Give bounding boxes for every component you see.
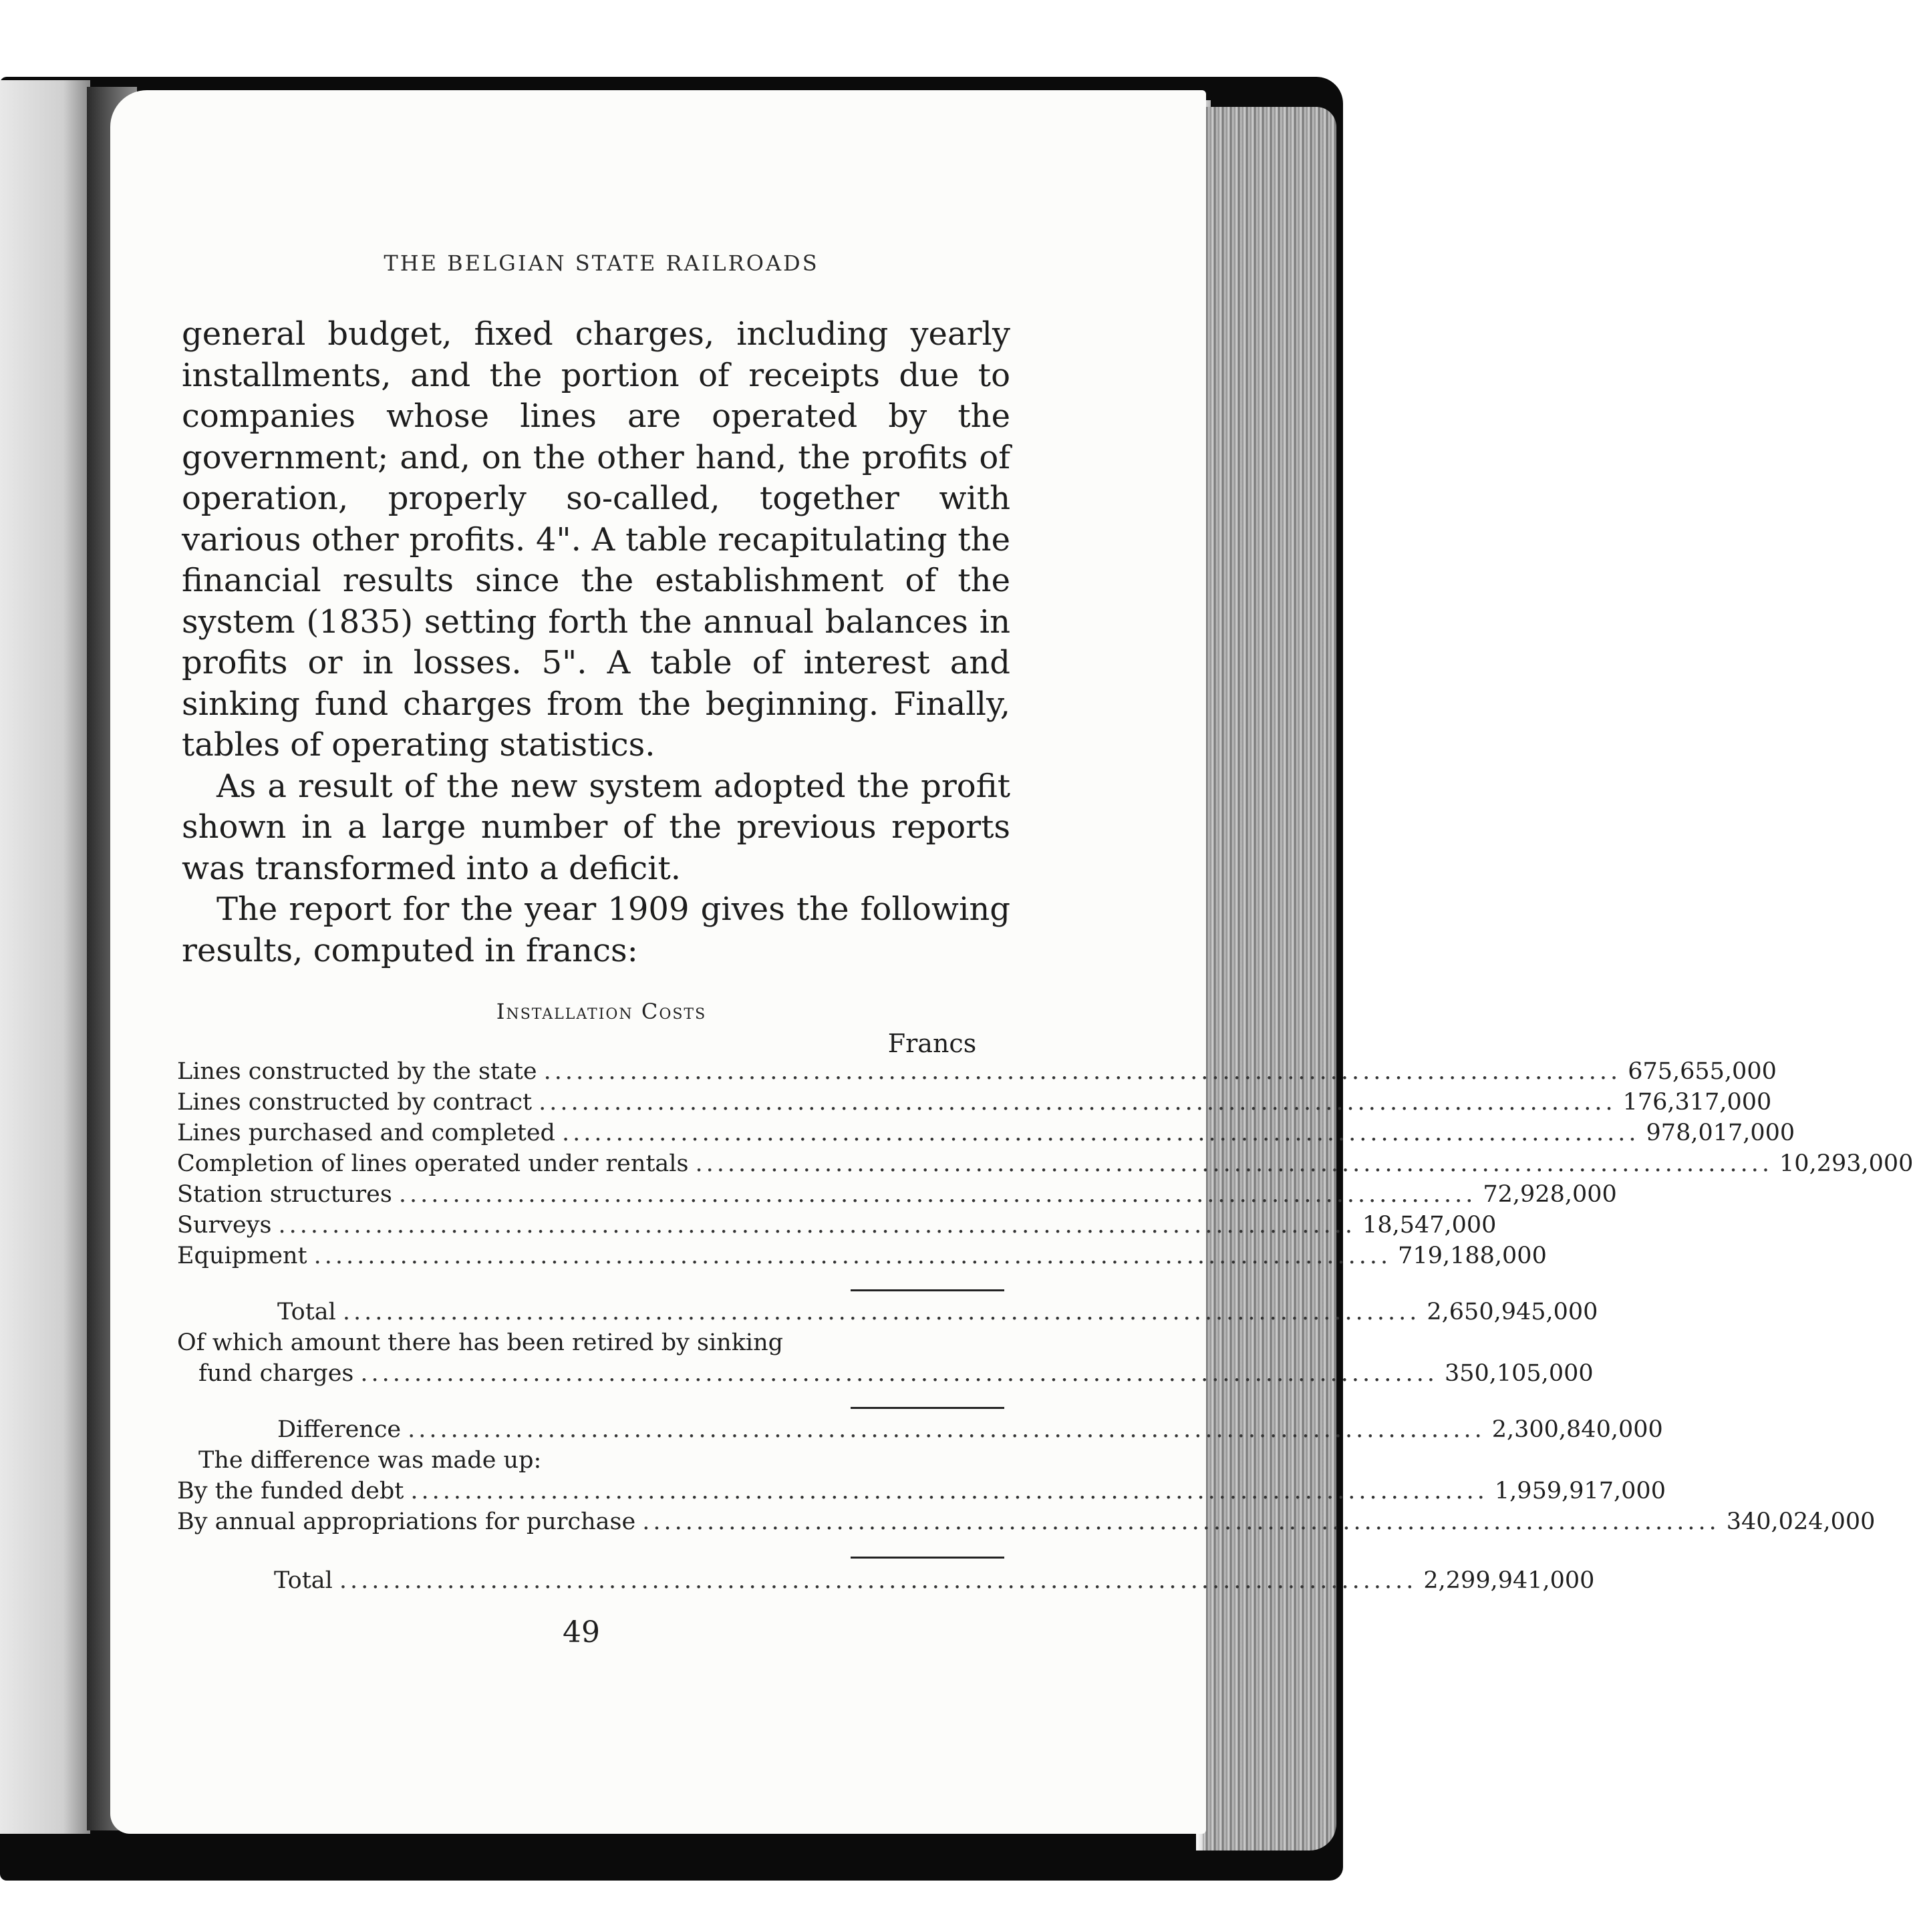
table-row	[177, 1508, 1876, 1539]
difference-row	[177, 1416, 1663, 1447]
row-value: 2,299,941,000	[1423, 1567, 1595, 1594]
row-label: Completion of lines operated under rentals	[177, 1150, 689, 1177]
sum-rule	[851, 1407, 1004, 1409]
table-row	[177, 1212, 1497, 1243]
table-title: Installation Costs	[496, 999, 707, 1024]
leader-dots: ....................................................................................................	[642, 1508, 1720, 1535]
total-row	[177, 1567, 1595, 1598]
leader-dots: ....................................................................................................	[543, 1058, 1622, 1085]
row-value: 675,655,000	[1628, 1058, 1777, 1085]
table-row	[177, 1243, 1547, 1273]
sum-rule	[851, 1289, 1004, 1291]
row-value: 2,300,840,000	[1491, 1416, 1663, 1443]
column-header-francs: Francs	[887, 1029, 977, 1058]
row-label: Station structures	[177, 1181, 392, 1208]
table-row	[177, 1089, 1772, 1120]
leader-dots: ....................................................................................................	[695, 1150, 1773, 1177]
leader-dots: ....................................................................................................	[410, 1478, 1488, 1504]
leader-dots: ....................................................................................................	[360, 1360, 1438, 1387]
leader-dots: ....................................................................................................	[398, 1181, 1477, 1208]
row-label: fund charges	[198, 1360, 354, 1387]
row-label: Lines constructed by contract	[177, 1089, 533, 1116]
row-label: By annual appropriations for purchase	[177, 1508, 636, 1535]
table-row	[177, 1150, 1913, 1181]
table-row	[177, 1181, 1617, 1212]
row-label: By the funded debt	[177, 1478, 404, 1504]
body-text	[182, 314, 1010, 971]
row-value: 340,024,000	[1726, 1508, 1876, 1535]
sum-rule	[851, 1557, 1004, 1559]
total-row	[177, 1299, 1598, 1329]
row-value: 2,650,945,000	[1427, 1299, 1598, 1325]
leader-dots: ....................................................................................................	[561, 1120, 1640, 1146]
row-label: Of which amount there has been retired by sinking	[177, 1329, 784, 1356]
row-label: The difference was made up:	[198, 1447, 542, 1474]
leader-dots: ....................................................................................................	[539, 1089, 1616, 1116]
running-head: THE BELGIAN STATE RAILROADS	[384, 251, 819, 276]
row-value: 176,317,000	[1622, 1089, 1772, 1116]
row-value: 18,547,000	[1362, 1212, 1497, 1239]
row-value: 10,293,000	[1779, 1150, 1913, 1177]
table-row	[177, 1478, 1666, 1508]
leader-dots: ....................................................................................................	[342, 1299, 1421, 1325]
table-row	[177, 1058, 1777, 1089]
row-value: 978,017,000	[1646, 1120, 1795, 1146]
paragraph: general budget, fixed charges, including yearly installments, and the portion of receipts due to companies whose lines are operated by the government; and, on the other hand, the profits of operation, properly so-called, together with various other profits. 4". A table recapitulating the financial results since the establishment of the system (1835) setting forth the annual balances in profits or in losses. 5". A table of interest and sinking fund charges from the beginning. Finally, tables of operating statistics.	[182, 315, 1010, 764]
row-value: 1,959,917,000	[1494, 1478, 1666, 1504]
row-label: Lines purchased and completed	[177, 1120, 555, 1146]
leader-dots: ....................................................................................................	[313, 1243, 1392, 1269]
row-label: Total	[277, 1299, 336, 1325]
row-label: Surveys	[177, 1212, 272, 1239]
leader-dots: ....................................................................................................	[278, 1212, 1356, 1239]
row-label: Difference	[277, 1416, 402, 1443]
row-label: Equipment	[177, 1243, 307, 1269]
row-value: 72,928,000	[1483, 1181, 1617, 1208]
table-row	[177, 1120, 1795, 1150]
page-number: 49	[563, 1615, 600, 1649]
row-label: Lines constructed by the state	[177, 1058, 537, 1085]
table-row	[177, 1447, 1006, 1478]
leader-dots: ....................................................................................................	[408, 1416, 1485, 1443]
table-row	[177, 1360, 1594, 1391]
leader-dots: ....................................................................................................	[339, 1567, 1417, 1594]
row-value: 350,105,000	[1444, 1360, 1594, 1387]
row-label: Total	[274, 1567, 333, 1594]
paragraph: As a result of the new system adopted the profit shown in a large number of the previous reports was transformed into a deficit.	[182, 767, 1010, 887]
paragraph: The report for the year 1909 gives the following results, computed in francs:	[182, 891, 1010, 969]
row-value: 719,188,000	[1398, 1243, 1547, 1269]
table-row	[177, 1329, 1006, 1360]
